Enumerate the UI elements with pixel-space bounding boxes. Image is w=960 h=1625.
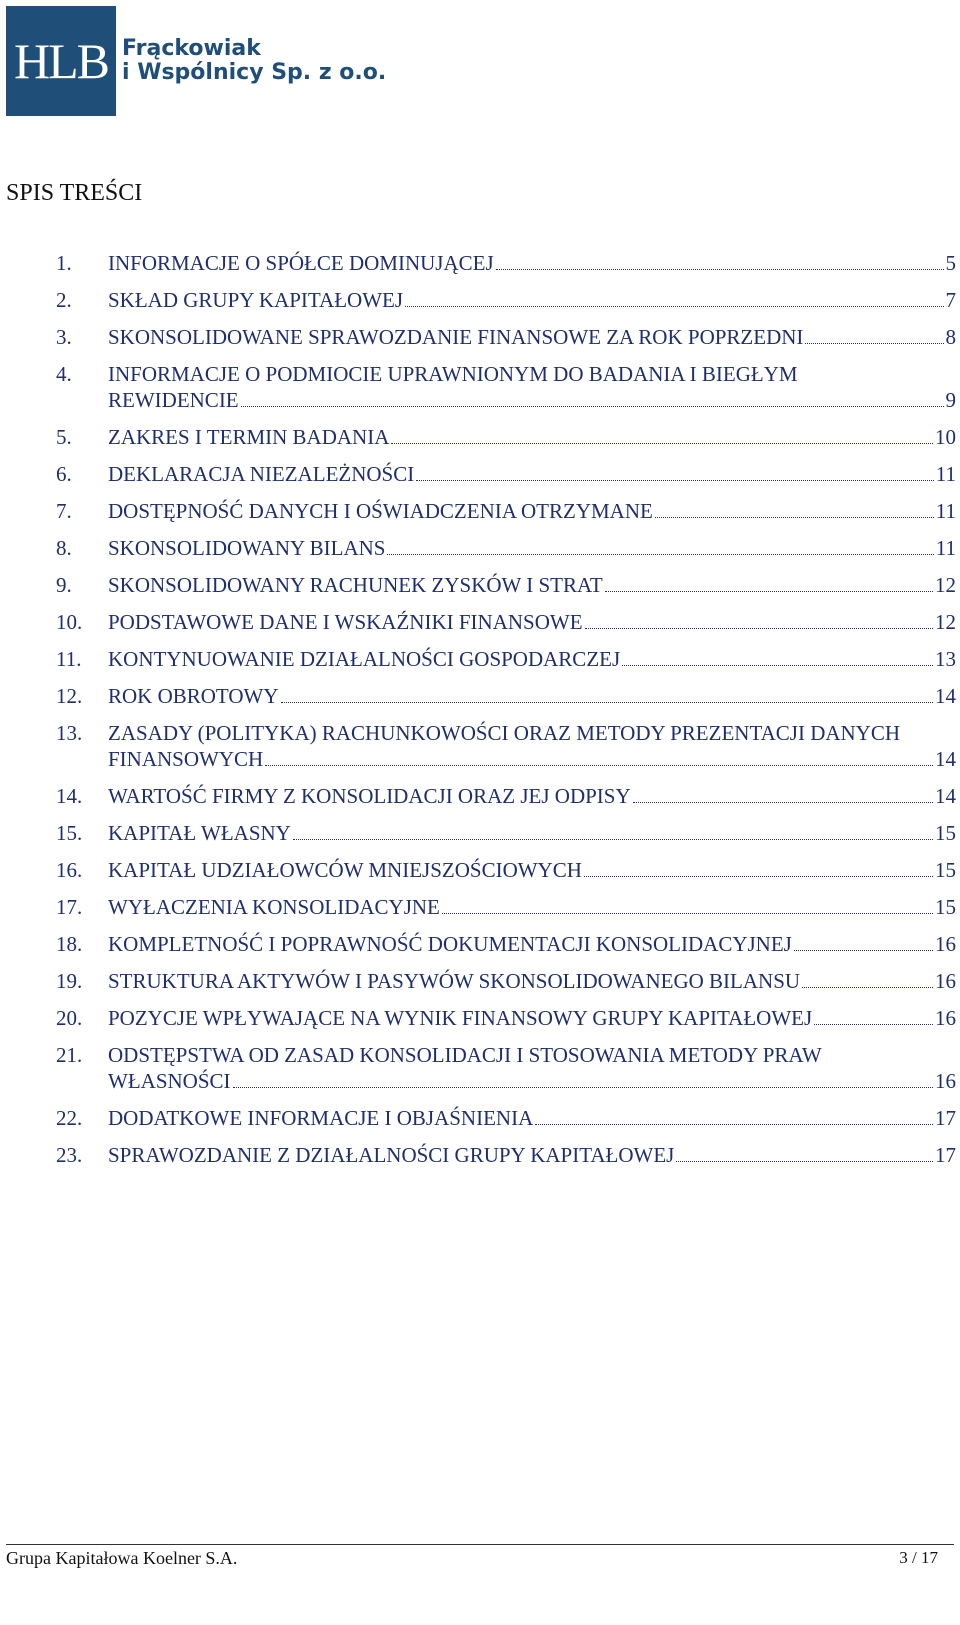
dot-leader [416,480,934,481]
toc-entry[interactable] [56,720,956,772]
toc-entry-title: SKONSOLIDOWANY BILANS [108,536,386,560]
table-of-contents [56,250,956,1179]
toc-entry-title: SKŁAD GRUPY KAPITAŁOWEJ [108,288,404,312]
toc-entry-title: DODATKOWE INFORMACJE I OBJAŚNIENIA [108,1106,534,1130]
toc-entry-body [108,931,956,957]
toc-entry-title: WARTOŚĆ FIRMY Z KONSOLIDACJI ORAZ JEJ ODPISY [108,784,631,808]
toc-entry-line [108,609,956,635]
toc-entry-page: 16 [935,969,956,993]
toc-entry-line [108,783,956,809]
toc-entry-line [108,746,956,772]
toc-entry-number: 1. [56,251,72,275]
toc-entry-number: 6. [56,462,72,486]
toc-entry-number: 22. [56,1106,83,1130]
toc-entry-body [108,683,956,709]
toc-entry-line [108,1068,956,1094]
toc-entry-title-line1: ODSTĘPSTWA OD ZASAD KONSOLIDACJI I STOSOWANIA METODY PRAW [108,1043,822,1067]
toc-entry-title-line1: ZASADY (POLITYKA) RACHUNKOWOŚCI ORAZ METODY PREZENTACJI DANYCH [108,721,901,745]
toc-entry-page: 15 [935,821,956,845]
toc-entry-number: 12. [56,684,83,708]
toc-entry[interactable] [56,461,956,487]
toc-entry[interactable] [56,968,956,994]
toc-entry-number: 17. [56,895,83,919]
dot-leader [814,1024,933,1025]
toc-entry-body [108,287,956,313]
logo-line-2: i Wspólnicy Sp. z o.o. [122,60,387,85]
toc-entry-page: 17 [935,1106,956,1130]
toc-entry-line [108,857,956,883]
toc-entry[interactable] [56,609,956,635]
toc-entry-number: 4. [56,362,72,386]
dot-leader [281,702,933,703]
dot-leader [293,839,933,840]
toc-entry[interactable] [56,1142,956,1168]
toc-entry[interactable] [56,646,956,672]
toc-entry[interactable] [56,820,956,846]
toc-entry[interactable] [56,894,956,920]
toc-entry-number: 5. [56,425,72,449]
toc-entry-page: 11 [935,536,956,560]
toc-entry-title: ROK OBROTOWY [108,684,279,708]
dot-leader [584,876,933,877]
toc-entry-line [108,683,956,709]
dot-leader [805,343,943,344]
toc-entry-title: KAPITAŁ WŁASNY [108,821,291,845]
toc-entry-line [108,1005,956,1031]
toc-entry-number: 19. [56,969,83,993]
toc-entry-body [108,324,956,350]
toc-entry-body [108,820,956,846]
toc-entry-page: 5 [945,251,956,275]
toc-entry-line [108,250,956,276]
toc-entry-page: 12 [935,610,956,634]
toc-entry[interactable] [56,1105,956,1131]
toc-entry-line [108,424,956,450]
toc-entry-title: INFORMACJE O SPÓŁCE DOMINUJĄCEJ [108,251,494,275]
toc-entry-body [108,609,956,635]
toc-entry-body [108,250,956,276]
toc-entry-line [108,1105,956,1131]
toc-entry-line [108,324,956,350]
toc-entry[interactable] [56,783,956,809]
toc-entry-body [108,572,956,598]
toc-entry[interactable] [56,683,956,709]
dot-leader [496,269,944,270]
toc-entry-number: 23. [56,1143,83,1167]
toc-entry-body [108,857,956,883]
dot-leader [405,306,943,307]
toc-entry-line [108,820,956,846]
toc-entry-page: 13 [935,647,956,671]
toc-entry[interactable] [56,1042,956,1094]
toc-entry-body [108,461,956,487]
toc-entry[interactable] [56,250,956,276]
toc-entry-page: 14 [935,747,956,771]
toc-entry-line [108,646,956,672]
toc-entry-page: 8 [945,325,956,349]
dot-leader [622,665,933,666]
dot-leader [442,913,933,914]
toc-entry-title: KOMPLETNOŚĆ I POPRAWNOŚĆ DOKUMENTACJI KONSOLIDACYJNEJ [108,932,792,956]
toc-entry-number: 2. [56,288,72,312]
toc-entry-line [108,387,956,413]
toc-entry-number: 20. [56,1006,83,1030]
toc-entry-line [108,287,956,313]
toc-entry[interactable] [56,424,956,450]
footer-divider [6,1544,954,1545]
toc-entry-page: 16 [935,932,956,956]
toc-entry-number: 13. [56,721,83,745]
dot-leader [802,987,933,988]
toc-entry-title: KAPITAŁ UDZIAŁOWCÓW MNIEJSZOŚCIOWYCH [108,858,582,882]
toc-entry-page: 12 [935,573,956,597]
toc-entry-page: 16 [935,1006,956,1030]
toc-entry-title: PODSTAWOWE DANE I WSKAŹNIKI FINANSOWE [108,610,583,634]
toc-entry-number: 15. [56,821,83,845]
toc-entry-line [108,498,956,524]
toc-entry-title: POZYCJE WPŁYWAJĄCE NA WYNIK FINANSOWY GRUPY KAPITAŁOWEJ [108,1006,813,1030]
toc-entry-body [108,720,956,772]
toc-entry-line [108,968,956,994]
toc-entry-title: DEKLARACJA NIEZALEŻNOŚCI [108,462,415,486]
toc-entry[interactable] [56,498,956,524]
toc-entry-body [108,424,956,450]
dot-leader [535,1124,933,1125]
toc-entry-title: STRUKTURA AKTYWÓW I PASYWÓW SKONSOLIDOWANEGO BILANSU [108,969,801,993]
toc-entry-number: 7. [56,499,72,523]
logo-text [122,37,386,85]
dot-leader [391,443,933,444]
dot-leader [233,1087,933,1088]
toc-entry-number: 18. [56,932,83,956]
toc-entry-page: 9 [945,388,956,412]
toc-entry-title: SPRAWOZDANIE Z DZIAŁALNOŚCI GRUPY KAPITAŁOWEJ [108,1143,675,1167]
toc-entry-title: REWIDENCIE [108,388,239,412]
toc-entry-page: 7 [945,288,956,312]
toc-entry-number: 10. [56,610,83,634]
toc-entry-title-line1: INFORMACJE O PODMIOCIE UPRAWNIONYM DO BADANIA I BIEGŁYM [108,362,798,386]
toc-entry-line [108,461,956,487]
logo-line-1: Frąckowiak [122,35,261,61]
toc-entry[interactable] [56,324,956,350]
toc-entry-body [108,1005,956,1031]
toc-entry-number: 16. [56,858,83,882]
toc-entry-page: 15 [935,858,956,882]
toc-entry-number: 21. [56,1043,83,1067]
toc-entry-line [108,572,956,598]
toc-entry-line [108,1142,956,1168]
dot-leader [633,802,933,803]
toc-entry-body [108,1105,956,1131]
toc-entry[interactable] [56,287,956,313]
dot-leader [585,628,933,629]
dot-leader [605,591,933,592]
toc-entry-page: 15 [935,895,956,919]
toc-entry[interactable] [56,857,956,883]
toc-entry-body [108,968,956,994]
toc-entry-line [108,931,956,957]
toc-entry-line [108,535,956,561]
dot-leader [655,517,934,518]
toc-entry-title: SKONSOLIDOWANY RACHUNEK ZYSKÓW I STRAT [108,573,603,597]
toc-entry[interactable] [56,931,956,957]
toc-entry[interactable] [56,1005,956,1031]
toc-entry-title: ZAKRES I TERMIN BADANIA [108,425,390,449]
toc-entry-body [108,783,956,809]
company-logo [6,6,386,116]
toc-entry-title: SKONSOLIDOWANE SPRAWOZDANIE FINANSOWE ZA ROK POPRZEDNI [108,325,804,349]
toc-entry-title: DOSTĘPNOŚĆ DANYCH I OŚWIADCZENIA OTRZYMANE [108,499,653,523]
toc-entry-body [108,646,956,672]
toc-entry-body [108,361,956,413]
toc-entry-title: WYŁACZENIA KONSOLIDACYJNE [108,895,440,919]
toc-entry-page: 14 [935,784,956,808]
footer-company: Grupa Kapitałowa Koelner S.A. [6,1548,238,1568]
toc-entry-number: 8. [56,536,72,560]
toc-entry-page: 16 [935,1069,956,1093]
toc-entry-title: FINANSOWYCH [108,747,264,771]
dot-leader [241,406,944,407]
toc-entry-page: 10 [935,425,956,449]
footer-page-number: 3 / 17 [899,1548,938,1567]
toc-entry-body [108,535,956,561]
toc-entry-number: 3. [56,325,72,349]
toc-entry-page: 17 [935,1143,956,1167]
toc-entry-title: KONTYNUOWANIE DZIAŁALNOŚCI GOSPODARCZEJ [108,647,621,671]
toc-entry[interactable] [56,535,956,561]
dot-leader [676,1161,933,1162]
toc-entry-body [108,1042,956,1094]
toc-entry-number: 14. [56,784,83,808]
dot-leader [265,765,933,766]
toc-title: SPIS TREŚCI [6,180,143,206]
toc-entry-body [108,894,956,920]
toc-entry-number: 11. [56,647,82,671]
dot-leader [794,950,933,951]
toc-entry-line [108,894,956,920]
toc-entry-page: 11 [935,499,956,523]
toc-entry[interactable] [56,361,956,413]
toc-entry-title: WŁASNOŚCI [108,1069,231,1093]
dot-leader [387,554,933,555]
toc-entry-page: 11 [935,462,956,486]
toc-entry-page: 14 [935,684,956,708]
toc-entry-body [108,498,956,524]
toc-entry-number: 9. [56,573,72,597]
toc-entry-body [108,1142,956,1168]
toc-entry[interactable] [56,572,956,598]
hlb-logo-mark: HLB [6,6,116,116]
